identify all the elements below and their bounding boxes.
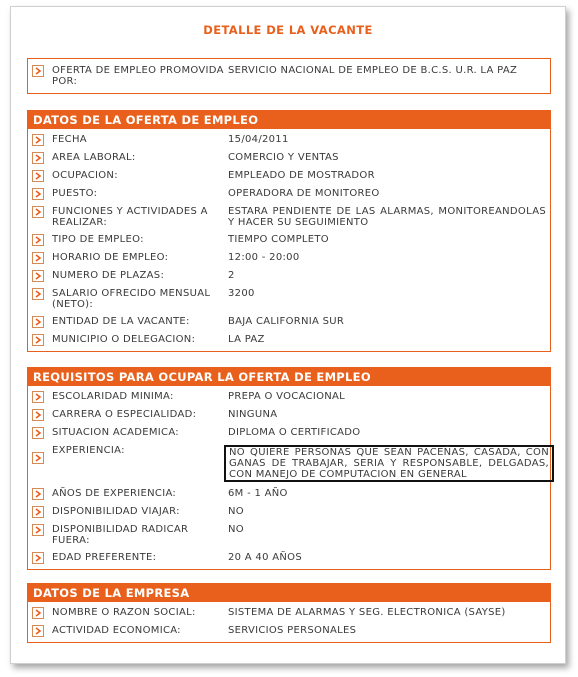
- section-header: DATOS DE LA OFERTA DE EMPLEO: [28, 111, 550, 129]
- row-value: 6M - 1 AÑO: [228, 488, 288, 499]
- promoter-box: [27, 58, 551, 94]
- requirements-section: [27, 367, 551, 570]
- row-label: DISPONIBILIDAD VIAJAR:: [52, 506, 180, 517]
- row-label: EDAD PREFERENTE:: [52, 552, 157, 563]
- offer-section: [27, 110, 551, 352]
- detail-row: [28, 167, 550, 185]
- detail-row: [28, 406, 550, 424]
- row-label: EXPERIENCIA:: [52, 445, 125, 456]
- detail-row: [28, 485, 550, 503]
- row-value: TIEMPO COMPLETO: [228, 234, 329, 245]
- arrow-right-box-icon: [32, 625, 44, 637]
- row-value: 15/04/2011: [228, 134, 289, 145]
- row-label: FECHA: [52, 134, 87, 145]
- arrow-right-box-icon: [32, 506, 44, 518]
- requirements-rows: [28, 386, 550, 569]
- row-label: NUMERO DE PLAZAS:: [52, 270, 165, 281]
- row-label: SITUACION ACADEMICA:: [52, 427, 179, 438]
- detail-row: [28, 313, 550, 331]
- detail-row: [28, 149, 550, 167]
- job-detail-page: [10, 6, 566, 664]
- row-value: NO: [228, 524, 244, 535]
- arrow-right-box-icon: [32, 391, 44, 403]
- row-value: PREPA O VOCACIONAL: [228, 391, 346, 402]
- arrow-right-box-icon: [32, 316, 44, 328]
- row-value: ESTARA PENDIENTE DE LAS ALARMAS, MONITOREANDOLAS Y HACER SU SEGUIMIENTO: [228, 206, 546, 228]
- arrow-right-box-icon: [32, 607, 44, 619]
- row-value: LA PAZ: [228, 334, 265, 345]
- row-value: SERVICIOS PERSONALES: [228, 625, 357, 636]
- row-label: CARRERA O ESPECIALIDAD:: [52, 409, 197, 420]
- row-value: SERVICIO NACIONAL DE EMPLEO DE B.C.S. U.R. LA PAZ: [228, 65, 518, 76]
- row-value: 12:00 - 20:00: [228, 252, 300, 263]
- detail-row: [28, 388, 550, 406]
- row-value: OPERADORA DE MONITOREO: [228, 188, 380, 199]
- detail-row: [28, 203, 550, 231]
- row-label: ESCOLARIDAD MINIMA:: [52, 391, 174, 402]
- detail-row: [28, 231, 550, 249]
- arrow-right-box-icon: [32, 427, 44, 439]
- arrow-right-box-icon: [32, 288, 44, 300]
- detail-row: [28, 249, 550, 267]
- arrow-right-box-icon: [32, 334, 44, 346]
- detail-row: [28, 285, 550, 313]
- arrow-right-box-icon: [32, 206, 44, 218]
- row-value: 2: [228, 270, 235, 281]
- detail-row: [28, 424, 550, 442]
- detail-row: [28, 503, 550, 521]
- arrow-right-box-icon: [32, 134, 44, 146]
- row-label: OFERTA DE EMPLEO PROMOVIDA POR:: [52, 65, 224, 87]
- row-label: DISPONIBILIDAD RADICAR FUERA:: [52, 524, 189, 546]
- detail-row: [28, 331, 550, 349]
- row-value: DIPLOMA O CERTIFICADO: [228, 427, 361, 438]
- arrow-right-box-icon: [32, 409, 44, 421]
- experience-value-highlighted: NO QUIERE PERSONAS QUE SEAN PACEÑAS, CASADA, CON GANAS DE TRABAJAR, SERIA Y RESPONSABLE, DELGADAS, CON MANEJO DE COMPUTACION EN GENERAL: [224, 445, 554, 482]
- arrow-right-box-icon: [32, 452, 44, 464]
- arrow-right-box-icon: [32, 488, 44, 500]
- row-label: MUNICIPIO O DELEGACION:: [52, 334, 196, 345]
- section-header: REQUISITOS PARA OCUPAR LA OFERTA DE EMPLEO: [28, 368, 550, 386]
- promoter-row: [28, 62, 550, 90]
- arrow-right-box-icon: [32, 524, 44, 536]
- arrow-right-box-icon: [32, 552, 44, 564]
- section-header: DATOS DE LA EMPRESA: [28, 584, 550, 602]
- row-label: OCUPACION:: [52, 170, 118, 181]
- detail-row: [28, 521, 550, 549]
- row-value: NINGUNA: [228, 409, 278, 420]
- company-rows: [28, 602, 550, 642]
- page-title: DETALLE DE LA VACANTE: [203, 23, 373, 37]
- row-value: EMPLEADO DE MOSTRADOR: [228, 170, 375, 181]
- detail-row: [28, 604, 550, 622]
- row-label: AREA LABORAL:: [52, 152, 136, 163]
- row-label: ACTIVIDAD ECONOMICA:: [52, 625, 181, 636]
- row-label: NOMBRE O RAZON SOCIAL:: [52, 607, 196, 618]
- row-value: COMERCIO Y VENTAS: [228, 152, 339, 163]
- row-value: 20 A 40 AÑOS: [228, 552, 302, 563]
- row-label: PUESTO:: [52, 188, 98, 199]
- row-label: ENTIDAD DE LA VACANTE:: [52, 316, 190, 327]
- company-section: [27, 583, 551, 643]
- detail-row: [28, 185, 550, 203]
- arrow-right-box-icon: [32, 252, 44, 264]
- arrow-right-box-icon: [32, 152, 44, 164]
- arrow-right-box-icon: [32, 65, 44, 77]
- arrow-right-box-icon: [32, 188, 44, 200]
- row-label: SALARIO OFRECIDO MENSUAL (NETO):: [52, 288, 211, 310]
- detail-row: [28, 622, 550, 640]
- row-label: AÑOS DE EXPERIENCIA:: [52, 488, 177, 499]
- detail-row: [28, 131, 550, 149]
- row-value: 3200: [228, 288, 255, 299]
- row-value: BAJA CALIFORNIA SUR: [228, 316, 345, 327]
- offer-rows: [28, 129, 550, 351]
- arrow-right-box-icon: [32, 234, 44, 246]
- detail-row: [28, 267, 550, 285]
- arrow-right-box-icon: [32, 270, 44, 282]
- row-label: TIPO DE EMPLEO:: [52, 234, 144, 245]
- row-value: SISTEMA DE ALARMAS Y SEG. ELECTRONICA (SAYSE): [228, 607, 506, 618]
- arrow-right-box-icon: [32, 170, 44, 182]
- row-label: HORARIO DE EMPLEO:: [52, 252, 169, 263]
- detail-row: [28, 549, 550, 567]
- row-label: FUNCIONES Y ACTIVIDADES A REALIZAR:: [52, 206, 208, 228]
- row-value: NO: [228, 506, 244, 517]
- detail-row: [28, 442, 550, 485]
